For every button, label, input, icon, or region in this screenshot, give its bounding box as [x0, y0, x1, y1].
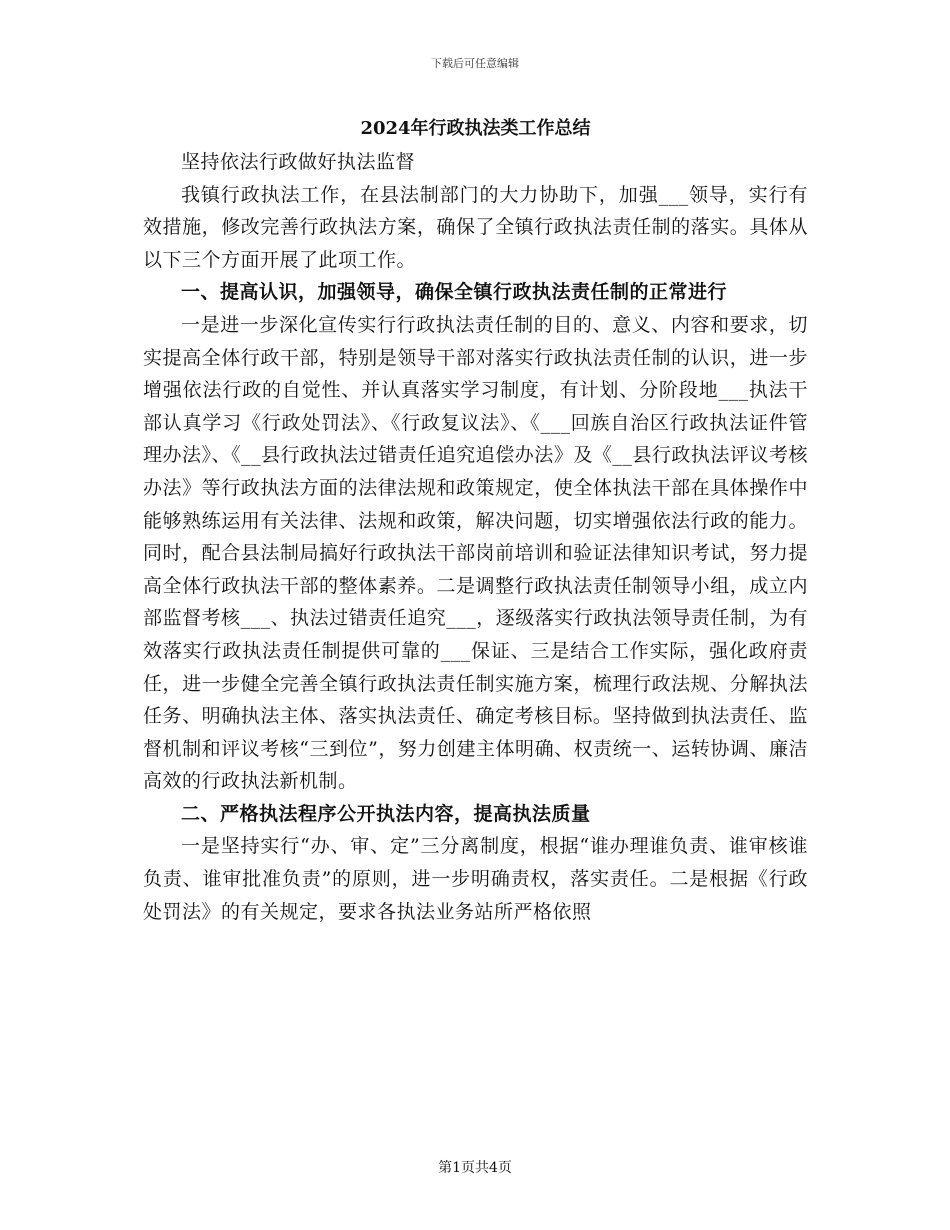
section1-heading: 一、提高认识，加强领导，确保全镇行政执法责任制的正常进行 [181, 281, 728, 304]
document-subtitle: 坚持依法行政做好执法监督 [181, 151, 416, 173]
header-note: 下载后可任意编辑 [431, 57, 519, 70]
intro-paragraph: 我镇行政执法工作，在县法制部门的大力协助下，加强___领导，实行有效措施，修改完善行政执法方案，确保了全镇行政执法责任制的落实。具体从以下三个方面开展了此项工作。 [143, 183, 808, 271]
section2-heading: 二、严格执法程序公开执法内容，提高执法质量 [181, 802, 591, 825]
page-footer: 第1页共4页 [438, 1160, 512, 1176]
document-title: 2024年行政执法类工作总结 [360, 118, 591, 139]
section2-paragraph: 一是坚持实行“办、审、定”三分离制度，根据“谁办理谁负责、谁审核谁负责、谁审批准负责”的原则，进一步明确责权，落实责任。二是根据《行政处罚法》的有关规定，要求各执法业务站所严格依照 [143, 835, 808, 923]
document-body [143, 113, 808, 928]
section1-paragraph: 一是进一步深化宣传实行行政执法责任制的目的、意义、内容和要求，切实提高全体行政干部，特别是领导干部对落实行政执法责任制的认识，进一步增强依法行政的自觉性、并认真落实学习制度，有计划、分阶段地___执法干部认真学习《行政处罚法》、《行政复议法》、《___回族自治区行政执法证件管理办法》、《__县行政执法过错责任追究追偿办法》及《__县行政执法评议考核办法》等行政执法方面的法律法规和政策规定，使全体执法干部在具体操作中能够熟练运用有关法律、法规和政策，解决问题，切实增强依法行政的能力。同时，配合县法制局搞好行政执法干部岗前培训和验证法律知识考试，努力提高全体行政执法干部的整体素养。二是调整行政执法责任制领导小组，成立内部监督考核___、执法过错责任追究___，逐级落实行政执法领导责任制，为有效落实行政执法责任制提供可靠的___保证、三是结合工作实际，强化政府责任，进一步健全完善全镇行政执法责任制实施方案，梳理行政法规、分解执法任务、明确执法主体、落实执法责任、确定考核目标。坚持做到执法责任、监督机制和评议考核“三到位”，努力创建主体明确、权责统一、运转协调、廉洁高效的行政执法新机制。 [143, 313, 808, 793]
